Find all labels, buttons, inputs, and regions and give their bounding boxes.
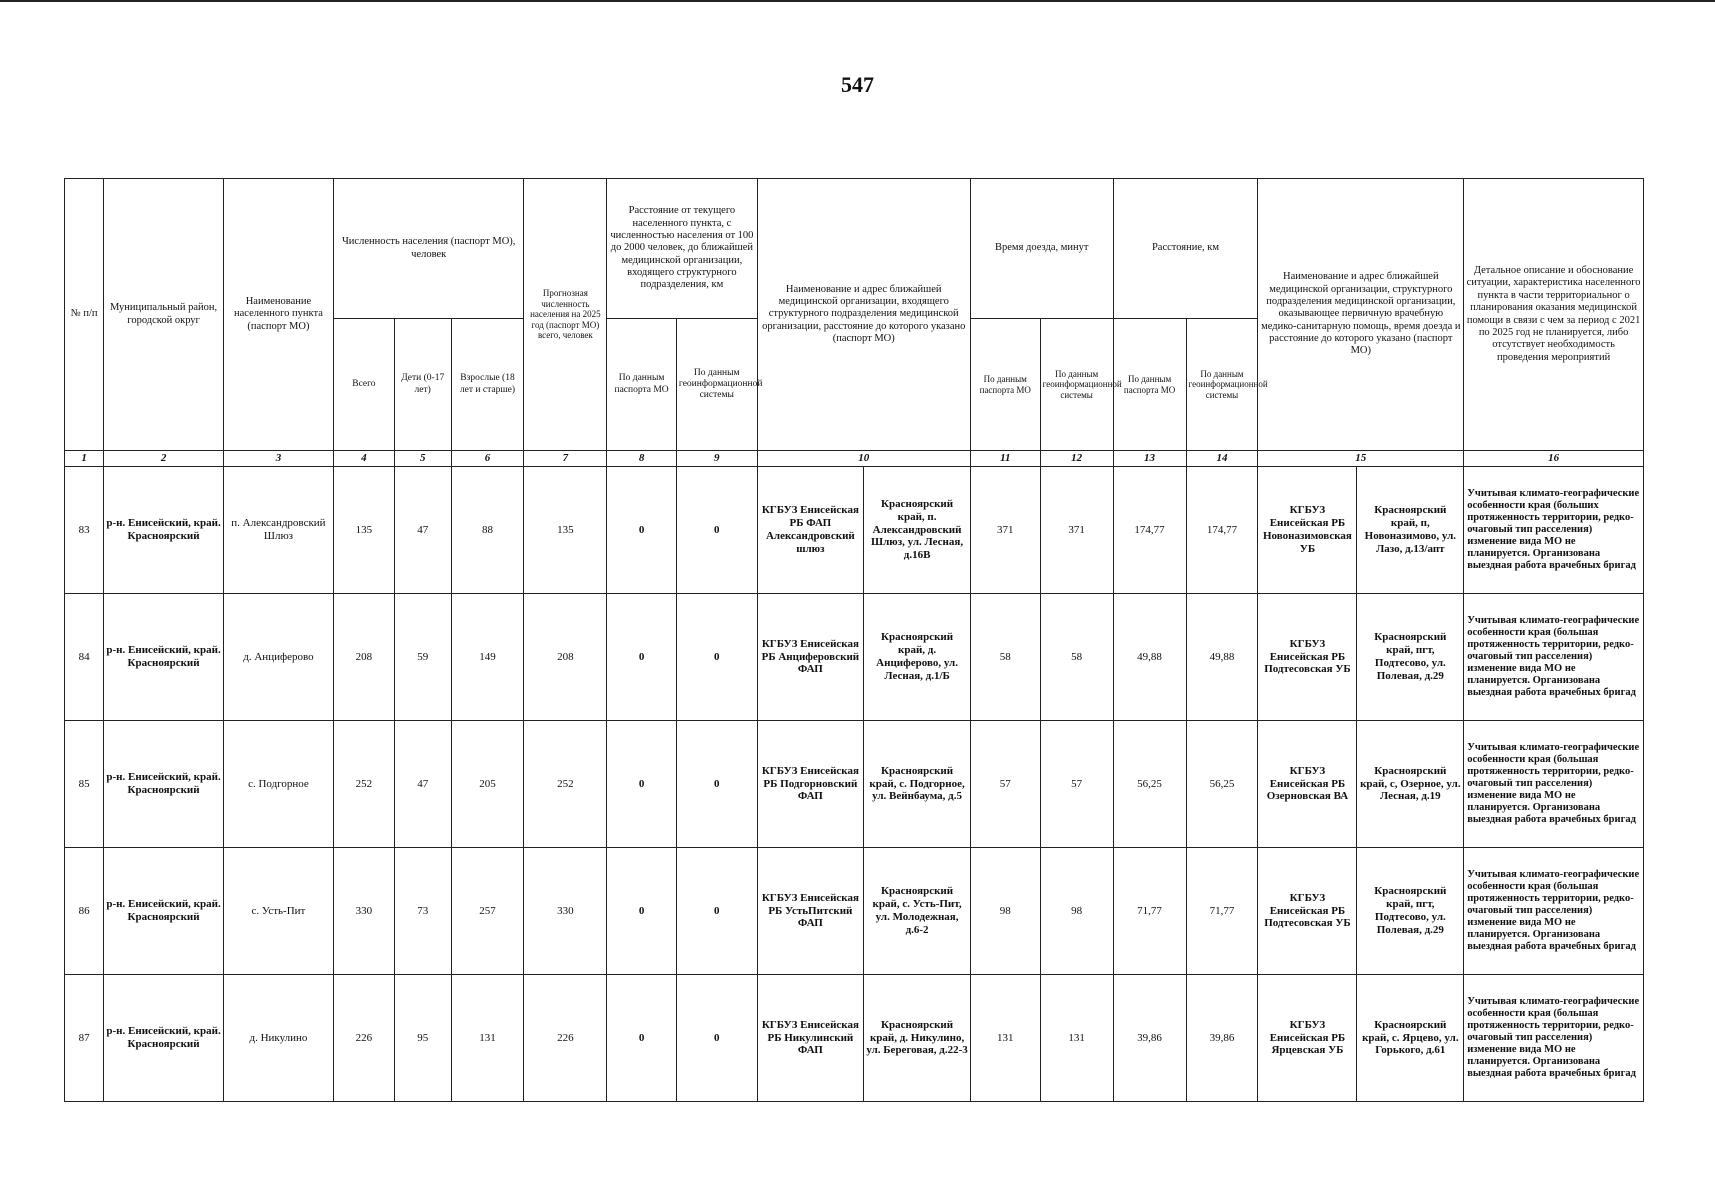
column-number: 3	[223, 451, 333, 467]
row-dist-mo: 0	[607, 721, 677, 848]
row-district: р-н. Енисейский, край. Красноярский	[104, 594, 224, 721]
row-pop-total: 226	[333, 975, 394, 1102]
row-num: 86	[65, 848, 104, 975]
top-border-line	[0, 0, 1715, 2]
row-km-geo: 49,88	[1186, 594, 1258, 721]
table-row	[65, 467, 1644, 594]
row-pc-address: Красноярский край, с. Ярцево, ул. Горького, д.61	[1357, 975, 1464, 1102]
row-settlement: д. Анциферово	[223, 594, 333, 721]
header-num: № п/п	[65, 179, 104, 451]
header-dist-geo-system: По данным геоинформационной системы	[676, 319, 757, 451]
row-district: р-н. Енисейский, край. Красноярский	[104, 721, 224, 848]
column-numbers-row	[65, 451, 1644, 467]
row-org-address: Красноярский край, с. Усть-Пит, ул. Молодежная, д.6-2	[864, 848, 971, 975]
row-pc-address: Красноярский край, пгт, Подтесово, ул. Полевая, д.29	[1357, 594, 1464, 721]
column-number: 12	[1040, 451, 1113, 467]
column-number: 2	[104, 451, 224, 467]
row-dist-geo: 0	[676, 848, 757, 975]
row-org-name: КГБУЗ Енисейская РБ УстьПитский ФАП	[757, 848, 864, 975]
column-number: 1	[65, 451, 104, 467]
row-settlement: д. Никулино	[223, 975, 333, 1102]
row-pop-adults: 88	[451, 467, 524, 594]
row-pop-total: 208	[333, 594, 394, 721]
row-pop-adults: 205	[451, 721, 524, 848]
row-time-geo: 58	[1040, 594, 1113, 721]
header-time-mo-passport: По данным паспорта МО	[970, 319, 1040, 451]
row-num: 87	[65, 975, 104, 1102]
row-district: р-н. Енисейский, край. Красноярский	[104, 467, 224, 594]
row-forecast: 330	[524, 848, 607, 975]
row-pop-children: 47	[394, 467, 451, 594]
row-time-mo: 57	[970, 721, 1040, 848]
row-km-mo: 49,88	[1113, 594, 1186, 721]
header-pop-total: Всего	[333, 319, 394, 451]
row-dist-geo: 0	[676, 467, 757, 594]
row-dist-mo: 0	[607, 848, 677, 975]
row-description: Учитывая климато-географические особенности края (большая протяженность территории, редко-очаговый тип расселения) изменение вида МО не планируется. Организована выездная работа врачебных бригад	[1464, 975, 1644, 1102]
row-forecast: 252	[524, 721, 607, 848]
row-description: Учитывая климато-географические особенности края (большая протяженность территории, редко-очаговый тип расселения) изменение вида МО не планируется. Организована выездная работа врачебных бригад	[1464, 848, 1644, 975]
row-pop-children: 73	[394, 848, 451, 975]
row-time-mo: 371	[970, 467, 1040, 594]
column-number: 11	[970, 451, 1040, 467]
row-dist-mo: 0	[607, 467, 677, 594]
row-pop-adults: 257	[451, 848, 524, 975]
row-dist-mo: 0	[607, 594, 677, 721]
row-pop-total: 135	[333, 467, 394, 594]
row-km-mo: 56,25	[1113, 721, 1186, 848]
column-number: 10	[757, 451, 970, 467]
row-time-mo: 58	[970, 594, 1040, 721]
header-time-geo-system: По данным геоинформационной системы	[1040, 319, 1113, 451]
settlements-table	[64, 178, 1644, 1102]
header-dist-mo-passport: По данным паспорта МО	[607, 319, 677, 451]
column-number: 7	[524, 451, 607, 467]
row-pop-children: 95	[394, 975, 451, 1102]
row-pop-adults: 131	[451, 975, 524, 1102]
header-distance-km: Расстояние, км	[1113, 179, 1258, 319]
table-row	[65, 848, 1644, 975]
row-dist-geo: 0	[676, 594, 757, 721]
row-pop-total: 252	[333, 721, 394, 848]
row-forecast: 135	[524, 467, 607, 594]
row-pc-address: Красноярский край, пгт, Подтесово, ул. Полевая, д.29	[1357, 848, 1464, 975]
row-time-geo: 371	[1040, 467, 1113, 594]
row-description: Учитывая климато-географические особенности края (большая протяженность территории, редко-очаговый тип расселения) изменение вида МО не планируется. Организована выездная работа врачебных бригад	[1464, 594, 1644, 721]
header-distance-small: Расстояние от текущего населенного пункта, с численностью населения от 100 до 2000 человек, до ближайшей медицинской организации, входящего структурного подразделения, км	[607, 179, 757, 319]
table-row	[65, 721, 1644, 848]
table-body	[65, 467, 1644, 1102]
row-settlement: с. Подгорное	[223, 721, 333, 848]
row-pc-name: КГБУЗ Енисейская РБ Озерновская ВА	[1258, 721, 1357, 848]
row-time-mo: 98	[970, 848, 1040, 975]
column-number: 8	[607, 451, 677, 467]
row-forecast: 226	[524, 975, 607, 1102]
row-num: 85	[65, 721, 104, 848]
row-km-mo: 39,86	[1113, 975, 1186, 1102]
row-pc-name: КГБУЗ Енисейская РБ Новоназимовская УБ	[1258, 467, 1357, 594]
row-pop-total: 330	[333, 848, 394, 975]
row-pop-children: 59	[394, 594, 451, 721]
row-km-mo: 71,77	[1113, 848, 1186, 975]
header-row-1	[65, 179, 1644, 319]
row-description: Учитывая климато-географические особенности края (больших протяженность территории, редко-очаговый тип расселения) изменение вида МО не планируется. Организована выездная работа врачебных бригад	[1464, 467, 1644, 594]
row-dist-mo: 0	[607, 975, 677, 1102]
row-num: 83	[65, 467, 104, 594]
row-org-name: КГБУЗ Енисейская РБ Подгорновский ФАП	[757, 721, 864, 848]
row-pc-address: Красноярский край, с, Озерное, ул. Лесная, д.19	[1357, 721, 1464, 848]
column-number: 15	[1258, 451, 1464, 467]
header-pop-children: Дети (0-17 лет)	[394, 319, 451, 451]
row-forecast: 208	[524, 594, 607, 721]
row-km-geo: 174,77	[1186, 467, 1258, 594]
row-org-name: КГБУЗ Енисейская РБ Анциферовский ФАП	[757, 594, 864, 721]
row-org-name: КГБУЗ Енисейская РБ ФАП Александровский шлюз	[757, 467, 864, 594]
row-time-geo: 131	[1040, 975, 1113, 1102]
header-population: Численность населения (паспорт МО), человек	[333, 179, 524, 319]
row-pop-adults: 149	[451, 594, 524, 721]
row-pc-name: КГБУЗ Енисейская РБ Подтесовская УБ	[1258, 848, 1357, 975]
table-row	[65, 594, 1644, 721]
row-org-address: Красноярский край, с. Подгорное, ул. Вейнбаума, д.5	[864, 721, 971, 848]
row-km-geo: 56,25	[1186, 721, 1258, 848]
row-district: р-н. Енисейский, край. Красноярский	[104, 975, 224, 1102]
row-km-mo: 174,77	[1113, 467, 1186, 594]
header-travel-time: Время доезда, минут	[970, 179, 1113, 319]
row-description: Учитывая климато-географические особенности края (большая протяженность территории, редко-очаговый тип расселения) изменение вида МО не планируется. Организована выездная работа врачебных бригад	[1464, 721, 1644, 848]
header-forecast: Прогнозная численность населения на 2025 год (паспорт МО) всего, человек	[524, 179, 607, 451]
row-num: 84	[65, 594, 104, 721]
column-number: 14	[1186, 451, 1258, 467]
header-pop-adults: Взрослые (18 лет и старше)	[451, 319, 524, 451]
page-number: 547	[841, 72, 874, 97]
header-description: Детальное описание и обоснование ситуации, характеристика населенного пункта в части территориальног о планирования оказания медицинской помощи в связи с чем за период с 2021 по 2025 год не планируется, либо отсутствует необходимость проведения мероприятий	[1464, 179, 1644, 451]
row-km-geo: 71,77	[1186, 848, 1258, 975]
row-pop-children: 47	[394, 721, 451, 848]
header-km-mo-passport: По данным паспорта МО	[1113, 319, 1186, 451]
table-row	[65, 975, 1644, 1102]
header-nearest-org: Наименование и адрес ближайшей медицинской организации, входящего структурного подразделения медицинской организации, расстояние до которого указано (паспорт МО)	[757, 179, 970, 451]
row-dist-geo: 0	[676, 721, 757, 848]
row-time-geo: 98	[1040, 848, 1113, 975]
column-number: 4	[333, 451, 394, 467]
header-primary-care: Наименование и адрес ближайшей медицинской организации, структурного подразделения медицинской организации, оказывающее первичную врачебную медико-санитарную помощь, время доезда и расстояние до которого указано (паспорт МО)	[1258, 179, 1464, 451]
row-org-address: Красноярский край, д. Анциферово, ул. Лесная, д.1/Б	[864, 594, 971, 721]
row-time-geo: 57	[1040, 721, 1113, 848]
column-number: 9	[676, 451, 757, 467]
row-pc-name: КГБУЗ Енисейская РБ Ярцевская УБ	[1258, 975, 1357, 1102]
column-number: 13	[1113, 451, 1186, 467]
row-dist-geo: 0	[676, 975, 757, 1102]
header-settlement: Наименование населенного пункта (паспорт МО)	[223, 179, 333, 451]
row-settlement: п. Александровский Шлюз	[223, 467, 333, 594]
column-number: 16	[1464, 451, 1644, 467]
row-org-name: КГБУЗ Енисейская РБ Никулинский ФАП	[757, 975, 864, 1102]
row-settlement: с. Усть-Пит	[223, 848, 333, 975]
column-number: 6	[451, 451, 524, 467]
header-km-geo-system: По данным геоинформационной системы	[1186, 319, 1258, 451]
row-org-address: Красноярский край, п. Александровский Шлюз, ул. Лесная, д.16В	[864, 467, 971, 594]
row-pc-name: КГБУЗ Енисейская РБ Подтесовская УБ	[1258, 594, 1357, 721]
row-pc-address: Красноярский край, п, Новоназимово, ул. Лазо, д.13/апт	[1357, 467, 1464, 594]
row-km-geo: 39,86	[1186, 975, 1258, 1102]
header-district: Муниципальный район, городской округ	[104, 179, 224, 451]
column-number: 5	[394, 451, 451, 467]
row-district: р-н. Енисейский, край. Красноярский	[104, 848, 224, 975]
row-time-mo: 131	[970, 975, 1040, 1102]
row-org-address: Красноярский край, д. Никулино, ул. Береговая, д.22-3	[864, 975, 971, 1102]
